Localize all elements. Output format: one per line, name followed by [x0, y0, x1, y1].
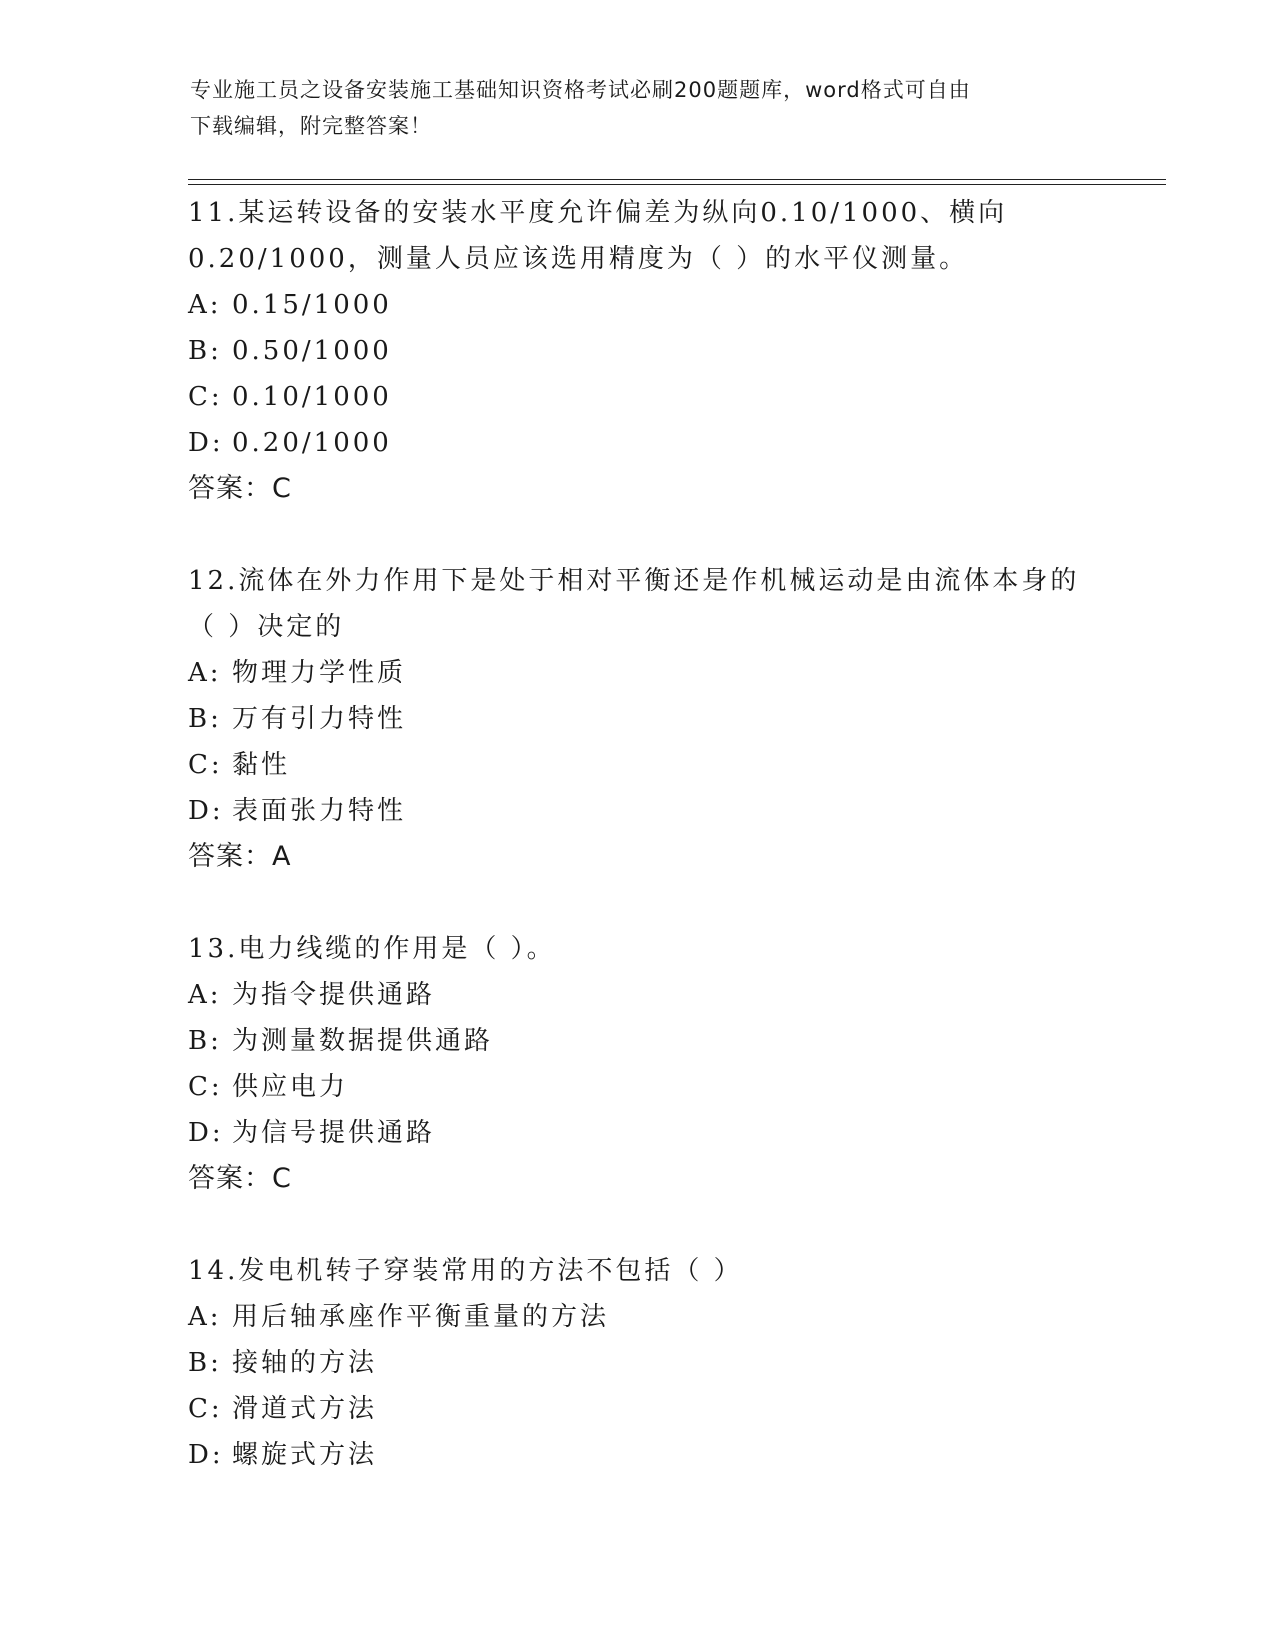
option-letter: D: — [188, 1440, 224, 1470]
option-d — [188, 420, 1148, 466]
option-a — [188, 650, 1148, 696]
answer: 答案：C — [188, 1163, 292, 1194]
option-text: 0.50/1000 — [232, 336, 392, 366]
answer: 答案：A — [188, 841, 292, 872]
header-line-2: 下载编辑，附完整答案！ — [190, 114, 432, 138]
question-text-line-1: 发电机转子穿装常用的方法不包括（ ） — [238, 1256, 743, 1286]
option-text: 表面张力特性 — [232, 796, 407, 826]
question-text-line-1: 电力线缆的作用是（ ）。 — [238, 934, 556, 964]
option-text: 螺旋式方法 — [232, 1440, 378, 1470]
option-b — [188, 1340, 1148, 1386]
question-14 — [188, 1248, 1148, 1478]
option-text: 为信号提供通路 — [232, 1118, 436, 1148]
header-divider-top — [188, 179, 1166, 180]
option-letter: B: — [188, 704, 222, 734]
question-12 — [188, 558, 1148, 880]
option-text: 为指令提供通路 — [232, 980, 436, 1010]
option-text: 黏性 — [232, 750, 291, 780]
option-text: 接轴的方法 — [232, 1348, 378, 1378]
option-text: 物理力学性质 — [232, 658, 407, 688]
option-letter: C: — [188, 1072, 223, 1102]
option-letter: B: — [188, 1348, 222, 1378]
option-letter: D: — [188, 428, 224, 458]
option-text: 0.15/1000 — [232, 290, 392, 320]
option-c — [188, 1064, 1148, 1110]
header-line-1: 专业施工员之设备安装施工基础知识资格考试必刷200题题库，word格式可自由 — [190, 78, 971, 102]
option-letter: D: — [188, 1118, 224, 1148]
option-text: 用后轴承座作平衡重量的方法 — [232, 1302, 610, 1332]
option-b — [188, 1018, 1148, 1064]
option-b — [188, 696, 1148, 742]
question-list — [188, 190, 1148, 1524]
option-c — [188, 742, 1148, 788]
question-number: 11. — [188, 198, 239, 228]
option-letter: C: — [188, 750, 223, 780]
question-text-line-2: 0.20/1000，测量人员应该选用精度为（ ）的水平仪测量。 — [188, 244, 969, 274]
option-letter: B: — [188, 336, 222, 366]
option-letter: A: — [188, 658, 222, 688]
option-letter: C: — [188, 382, 223, 412]
question-text — [188, 926, 1148, 972]
question-number: 13. — [188, 934, 239, 964]
answer: 答案：C — [188, 473, 292, 504]
option-a — [188, 1294, 1148, 1340]
option-letter: A: — [188, 290, 222, 320]
option-text: 万有引力特性 — [232, 704, 407, 734]
option-letter: C: — [188, 1394, 223, 1424]
option-letter: B: — [188, 1026, 222, 1056]
question-text — [188, 190, 1148, 236]
question-number: 14. — [188, 1256, 239, 1286]
option-a — [188, 972, 1148, 1018]
option-d — [188, 1432, 1148, 1478]
question-13 — [188, 926, 1148, 1202]
option-text: 0.20/1000 — [232, 428, 392, 458]
option-d — [188, 788, 1148, 834]
document-header — [190, 72, 1090, 144]
option-text: 滑道式方法 — [232, 1394, 378, 1424]
question-number: 12. — [188, 566, 239, 596]
header-divider-bottom — [188, 184, 1166, 185]
option-letter: A: — [188, 980, 222, 1010]
option-c — [188, 1386, 1148, 1432]
option-letter: A: — [188, 1302, 222, 1332]
question-text — [188, 1248, 1148, 1294]
option-b — [188, 328, 1148, 374]
option-a — [188, 282, 1148, 328]
question-11 — [188, 190, 1148, 512]
option-letter: D: — [188, 796, 224, 826]
option-text: 为测量数据提供通路 — [232, 1026, 494, 1056]
question-text-line-2: （ ）决定的 — [188, 612, 345, 642]
question-text-line-1: 流体在外力作用下是处于相对平衡还是作机械运动是由流体本身的 — [238, 566, 1080, 596]
option-c — [188, 374, 1148, 420]
option-text: 0.10/1000 — [232, 382, 392, 412]
option-text: 供应电力 — [232, 1072, 349, 1102]
question-text-line-1: 某运转设备的安装水平度允许偏差为纵向0.10/1000、横向 — [238, 198, 1008, 228]
question-text — [188, 558, 1148, 604]
option-d — [188, 1110, 1148, 1156]
